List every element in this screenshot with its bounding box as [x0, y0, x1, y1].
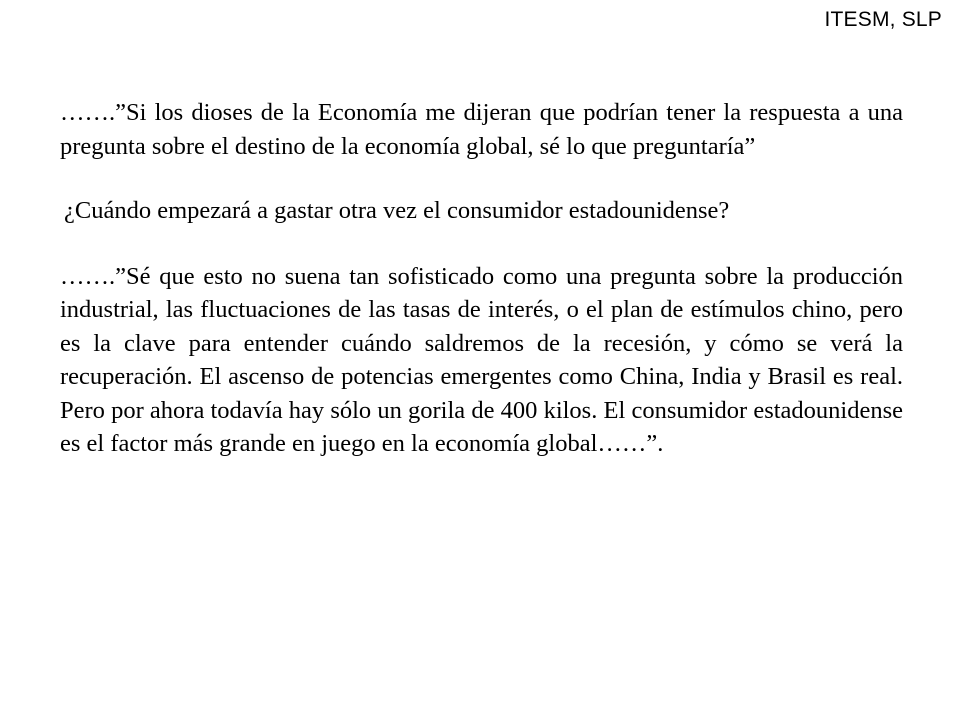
slide-body — [60, 96, 903, 461]
key-question: ¿Cuándo empezará a gastar otra vez el consumidor estadounidense? — [64, 197, 730, 224]
institution-label: ITESM, SLP — [824, 8, 942, 31]
quote-paragraph-1: …….”Si los dioses de la Economía me dijeran que podrían tener la respuesta a una pregunta sobre el destino de la economía global, sé lo que preguntaría” — [60, 99, 903, 160]
quote-paragraph-2: …….”Sé que esto no suena tan sofisticado como una pregunta sobre la producción industrial, las fluctuaciones de las tasas de interés, o el plan de estímulos chino, pero es la clave para entender cuándo saldremos de la recesión, y cómo se verá la recuperación. El ascenso de potencias emergentes como China, India y Brasil es real. Pero por ahora todavía hay sólo un gorila de 400 kilos. El consumidor estadounidense es el factor más grande en juego en la economía global……”. — [60, 262, 903, 457]
